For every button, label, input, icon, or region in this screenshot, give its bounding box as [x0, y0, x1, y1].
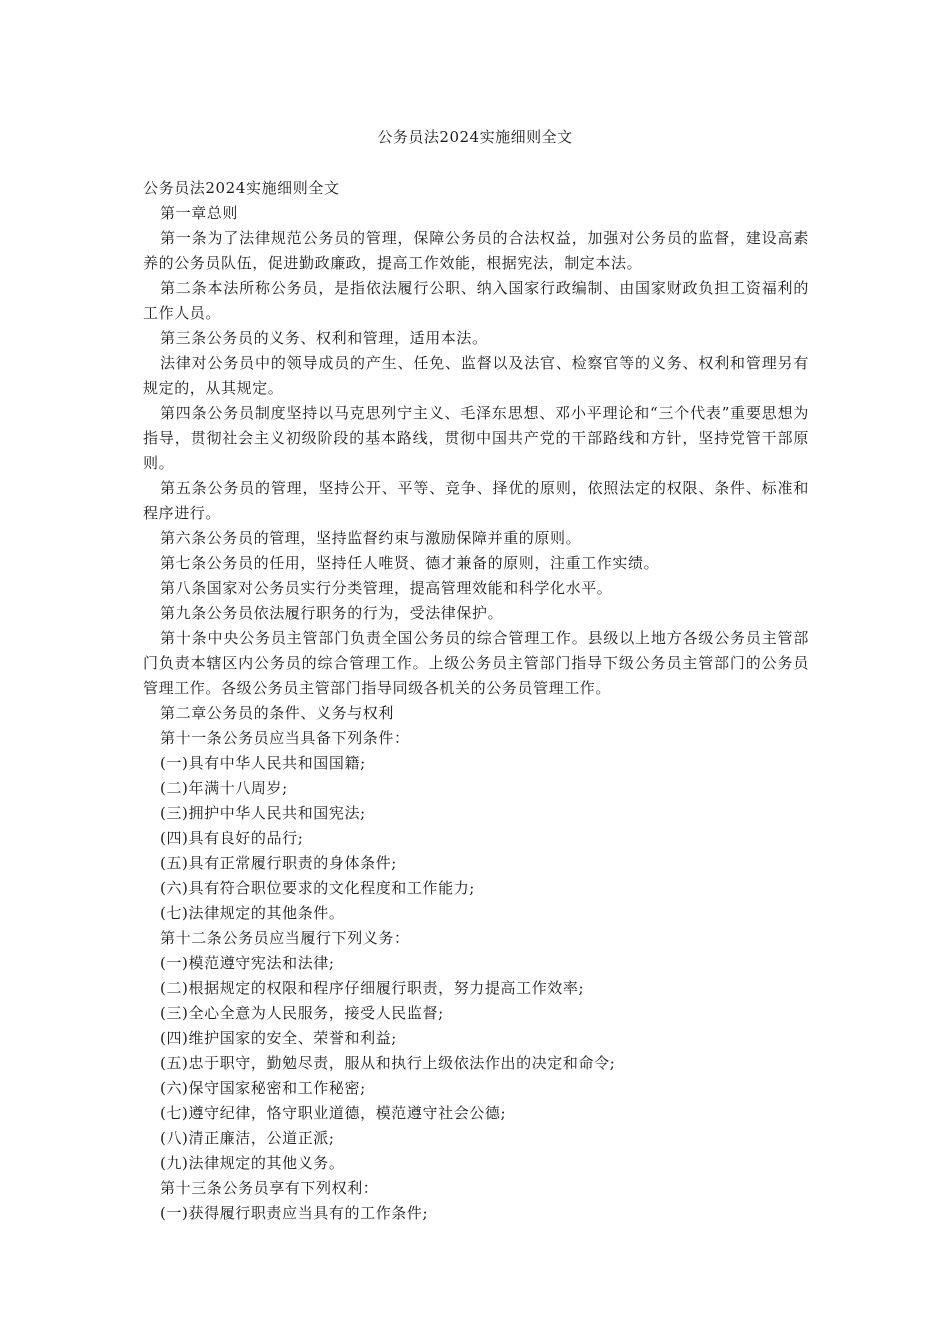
document-title: 公务员法2024实施细则全文	[377, 128, 573, 146]
list-item: (八)清正廉洁，公道正派;	[160, 1129, 335, 1147]
list-item: (四)具有良好的品行;	[160, 829, 304, 847]
list-item: (六)具有符合职位要求的文化程度和工作能力;	[160, 879, 475, 897]
article-paragraph: 第十三条公务员享有下列权利：	[160, 1179, 379, 1197]
article-paragraph: 第九条公务员依法履行职务的行为，受法律保护。	[160, 604, 504, 622]
list-item: (七)遵守纪律，恪守职业道德，模范遵守社会公德;	[160, 1104, 507, 1122]
article-paragraph: 第一条为了法律规范公务员的管理，保障公务员的合法权益，加强对公务员的监督，建设高素养的公务员队伍，促进勤政廉政，提高工作效能，根据宪法，制定本法。	[143, 229, 809, 272]
article-paragraph: 第八条国家对公务员实行分类管理，提高管理效能和科学化水平。	[160, 579, 613, 597]
article-paragraph: 第七条公务员的任用，坚持任人唯贤、德才兼备的原则，注重工作实绩。	[160, 554, 660, 572]
chapter-heading: 第一章总则	[160, 204, 239, 222]
list-item: (一)模范遵守宪法和法律;	[160, 954, 335, 972]
list-item: (三)拥护中华人民共和国宪法;	[160, 804, 366, 822]
article-paragraph: 第五条公务员的管理，坚持公开、平等、竞争、择优的原则，依照法定的权限、条件、标准和程序进行。	[143, 479, 809, 522]
article-paragraph: 第四条公务员制度坚持以马克思列宁主义、毛泽东思想、邓小平理论和“三个代表”重要思想为指导，贯彻社会主义初级阶段的基本路线，贯彻中国共产党的干部路线和方针，坚持党管干部原则。	[143, 404, 809, 472]
article-paragraph: 第三条公务员的义务、权利和管理，适用本法。	[160, 329, 488, 347]
chapter-heading: 第二章公务员的条件、义务与权利	[160, 704, 395, 722]
list-item: (三)全心全意为人民服务，接受人民监督;	[160, 1004, 444, 1022]
list-item: (五)具有正常履行职责的身体条件;	[160, 854, 397, 872]
list-item: (二)年满十八周岁;	[160, 779, 288, 797]
list-item: (七)法律规定的其他条件。	[160, 904, 345, 922]
article-paragraph: 第十二条公务员应当履行下列义务：	[160, 929, 410, 947]
article-paragraph: 法律对公务员中的领导成员的产生、任免、监督以及法官、检察官等的义务、权利和管理另有规定的，从其规定。	[143, 354, 809, 397]
list-item: (一)具有中华人民共和国国籍;	[160, 754, 366, 772]
list-item: (六)保守国家秘密和工作秘密;	[160, 1079, 366, 1097]
body-heading: 公务员法2024实施细则全文	[143, 179, 340, 197]
list-item: (四)维护国家的安全、荣誉和利益;	[160, 1029, 397, 1047]
list-item: (一)获得履行职责应当具有的工作条件;	[160, 1204, 429, 1222]
article-paragraph: 第十条中央公务员主管部门负责全国公务员的综合管理工作。县级以上地方各级公务员主管部门负责本辖区内公务员的综合管理工作。上级公务员主管部门指导下级公务员主管部门的公务员管理工作。各级公务员主管部门指导同级各机关的公务员管理工作。	[143, 629, 809, 697]
list-item: (二)根据规定的权限和程序仔细履行职责，努力提高工作效率;	[160, 979, 585, 997]
list-item: (九)法律规定的其他义务。	[160, 1154, 345, 1172]
article-paragraph: 第二条本法所称公务员，是指依法履行公职、纳入国家行政编制、由国家财政负担工资福利的工作人员。	[143, 279, 809, 322]
article-paragraph: 第十一条公务员应当具备下列条件：	[160, 729, 410, 747]
document-body	[143, 176, 809, 1226]
list-item: (五)忠于职守，勤勉尽责，服从和执行上级依法作出的决定和命令;	[160, 1054, 616, 1072]
article-paragraph: 第六条公务员的管理，坚持监督约束与激励保障并重的原则。	[160, 529, 582, 547]
